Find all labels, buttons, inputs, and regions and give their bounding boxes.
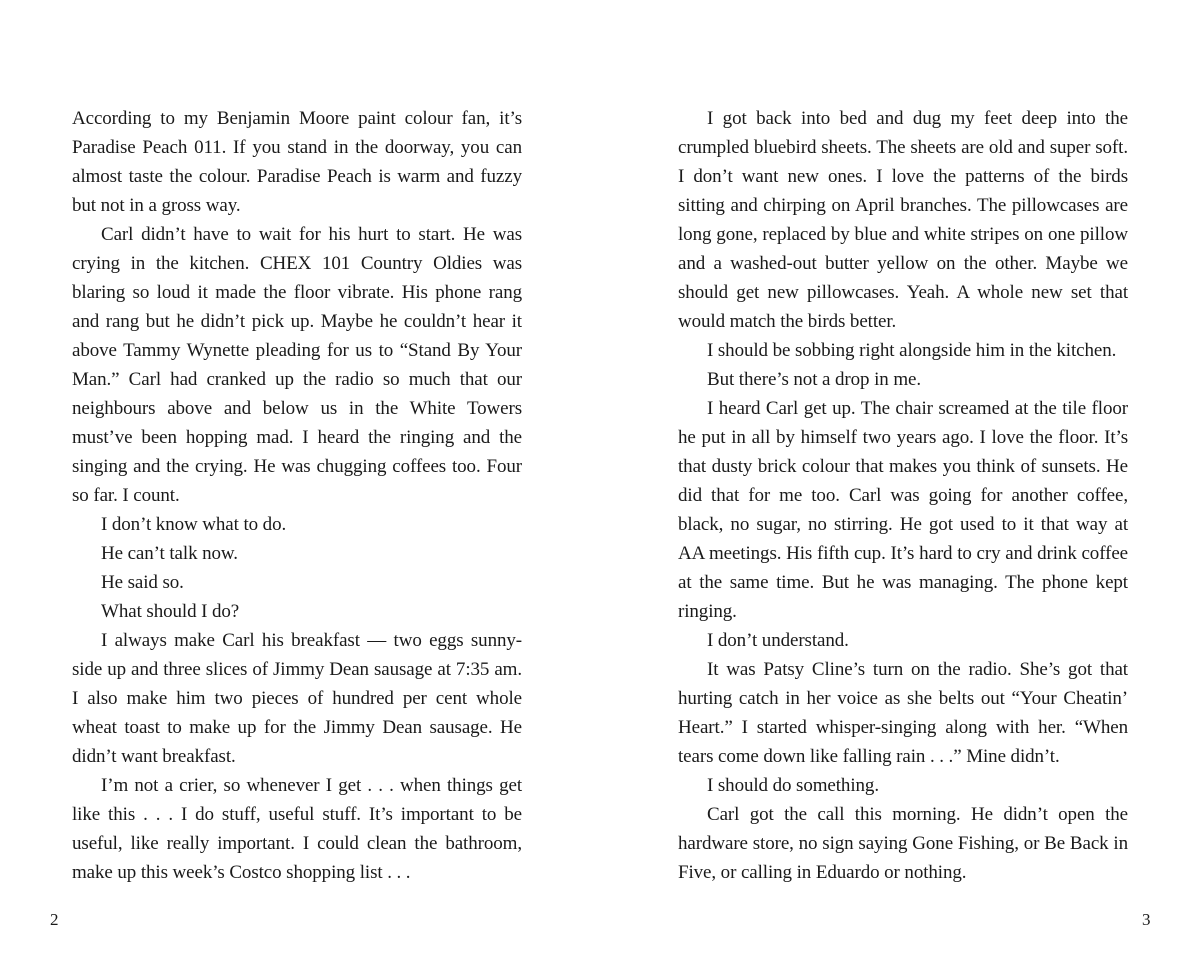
paragraph: What should I do? xyxy=(101,601,240,622)
paragraph: I should do something. xyxy=(707,775,879,796)
paragraph: I always make Carl his breakfast — two eggs sunny-side up and three slices of Jimmy Dean sausage at 7:35 am. I also make him two pieces of hundred per cent whole wheat toast to make up for the Jimmy Dean sausage. He didn’t want breakfast. xyxy=(72,630,522,767)
paragraph: He can’t talk now. xyxy=(101,543,238,564)
paragraph: I should be sobbing right alongside him in the kitchen. xyxy=(707,340,1117,361)
page-number-right: 3 xyxy=(1142,910,1151,929)
paragraph: According to my Benjamin Moore paint colour fan, it’s Paradise Peach 011. If you stand in the doorway, you can almost taste the colour. Paradise Peach is warm and fuzzy but not in a gross way. xyxy=(72,108,522,216)
left-page xyxy=(72,104,522,887)
paragraph: But there’s not a drop in me. xyxy=(707,369,921,390)
paragraph: Carl got the call this morning. He didn’t open the hardware store, no sign saying Gone Fishing, or Be Back in Five, or calling in Eduardo or nothing. xyxy=(678,804,1128,883)
paragraph: It was Patsy Cline’s turn on the radio. She’s got that hurting catch in her voice as she belts out “Your Cheatin’ Heart.” I started whisper-singing along with her. “When tears come down like falling rain . . .” Mine didn’t. xyxy=(678,659,1128,767)
paragraph: I heard Carl get up. The chair screamed at the tile floor he put in all by himself two years ago. I love the floor. It’s that dusty brick colour that makes you think of sunsets. He did that for me too. Carl was going for another coffee, black, no sugar, no stirring. He got used to it that way at AA meetings. His fifth cup. It’s hard to cry and drink coffee at the same time. But he was managing. The phone kept ringing. xyxy=(678,398,1128,622)
paragraph: He said so. xyxy=(101,572,184,593)
right-page xyxy=(678,104,1128,887)
page-number-left: 2 xyxy=(50,910,59,929)
paragraph: Carl didn’t have to wait for his hurt to start. He was crying in the kitchen. CHEX 101 Country Oldies was blaring so loud it made the floor vibrate. His phone rang and rang but he didn’t pick up. Maybe he couldn’t hear it above Tammy Wynette pleading for us to “Stand By Your Man.” Carl had cranked up the radio so much that our neighbours above and below us in the White Towers must’ve been hopping mad. I heard the ringing and the singing and the crying. He was chugging coffees too. Four so far. I count. xyxy=(72,224,522,506)
paragraph: I’m not a crier, so whenever I get . . . when things get like this . . . I do stuff, useful stuff. It’s important to be useful, like really important. I could clean the bathroom, make up this week’s Costco shopping list . . . xyxy=(72,775,522,883)
paragraph: I don’t understand. xyxy=(707,630,849,651)
paragraph: I don’t know what to do. xyxy=(101,514,287,535)
paragraph: I got back into bed and dug my feet deep into the crumpled bluebird sheets. The sheets are old and super soft. I don’t want new ones. I love the patterns of the birds sitting and chirping on April branches. The pillowcases are long gone, replaced by blue and white stripes on one pillow and a washed-out butter yellow on the other. Maybe we should get new pillowcases. Yeah. A whole new set that would match the birds better. xyxy=(678,108,1128,332)
